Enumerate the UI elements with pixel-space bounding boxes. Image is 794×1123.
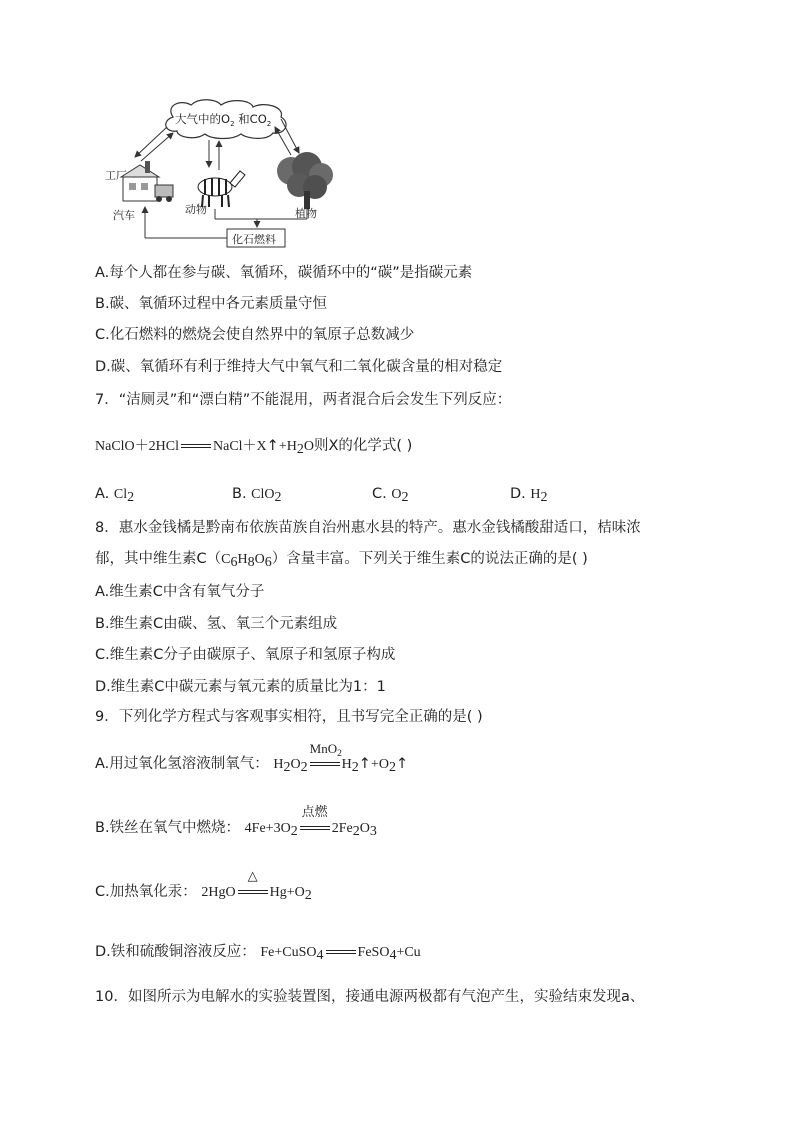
q7-equation: NaClO＋2HCl $NaCl+X↑+H_2O$则X的化学式( ) (95, 438, 413, 457)
q8-option-c: C.维生素C分子由碳原子、氧原子和氢原子构成 (95, 647, 396, 663)
q7-option-d: D. $H_2$ (510, 486, 548, 505)
q7-option-b: B. ClO$_2$ (232, 486, 282, 505)
q10-line1: 10．如图所示为电解水的实验装置图，接通电源两极都有气泡产生，实验结束发现a、 (95, 989, 645, 1005)
q8-line1: 8．惠水金钱橘是黔南布依族苗族自治州惠水县的特产。惠水金钱橘酸甜适口，桔味浓 (95, 520, 641, 536)
q8-option-b: B.维生素C由碳、氢、氧三个元素组成 (95, 616, 338, 632)
q6-option-d: D.碳、氧循环有利于维持大气中氧气和二氧化碳含量的相对稳定 (95, 359, 503, 375)
q7-eq-right: NaCl＋X (213, 439, 267, 454)
q9-option-c: C.加热氧化汞： 2HgO △ $Hg+O_2$ (95, 869, 312, 903)
q9-option-b: B.铁丝在氧气中燃烧： $4Fe+3O_2$ 点燃 $2Fe_2O_3$ (95, 805, 377, 839)
car-label: 汽车 (113, 209, 135, 222)
fossil-label: 化石燃料 (232, 233, 276, 246)
equals-sign-icon: 点燃 (300, 822, 330, 834)
plant-label: 植物 (295, 207, 317, 220)
q9-option-a: A.用过氧化氢溶液制氧气： $H_2O_2$ MnO$_2$ $H_2↑+O_2↑$ (95, 741, 409, 775)
carbon-oxygen-cycle-diagram (95, 95, 345, 255)
equals-sign-icon (238, 869, 268, 898)
equals-sign-icon: MnO$_2$ (310, 758, 340, 770)
q8-option-d: D.维生素C中碳元素与氧元素的质量比为1：1 (95, 679, 386, 695)
q9-stem: 9．下列化学方程式与客观事实相符，且书写完全正确的是( ) (95, 709, 483, 725)
animal-label: 动物 (185, 203, 207, 216)
q7-option-c: C. $O_2$ (372, 486, 409, 505)
q9-option-d: D.铁和硫酸铜溶液反应： Fe+CuSO$_4$ FeSO$_4$+Cu (95, 944, 421, 963)
zebra-icon (198, 171, 245, 207)
equals-sign-icon (326, 946, 356, 958)
q6-option-a: A.每个人都在参与碳、氧循环，碳循环中的“碳”是指碳元素 (95, 265, 473, 281)
tree-icon (277, 152, 333, 209)
q8-option-a: A.维生素C中含有氧气分子 (95, 584, 265, 600)
heat-triangle-icon: △ (247, 869, 258, 884)
q7-eq-tail: 则X的化学式( ) (313, 438, 413, 454)
q7-eq-left: NaClO＋2HCl (95, 439, 179, 454)
q7-stem: 7．“洁厕灵”和“漂白精”不能混用，两者混合后会发生下列反应： (95, 392, 512, 408)
equals-sign-icon (181, 440, 211, 452)
q8-line2: 郁，其中维生素$C(C_6H_8O_6)$含量丰富。下列关于维生素C的说法正确的是( ) (95, 551, 588, 570)
factory-car-icon (121, 161, 173, 202)
q6-option-c: C.化石燃料的燃烧会使自然界中的氧原子总数减少 (95, 327, 415, 343)
factory-label: 工厂 (105, 169, 127, 182)
gas-arrow-icon: ↑ (266, 438, 279, 454)
q6-option-b: B.碳、氧循环过程中各元素质量守恒 (95, 296, 328, 312)
cloud-label: 大气中的$O_2$ 和$CO_2$ (175, 112, 272, 128)
q7-option-a: A. $Cl_2$ (95, 486, 135, 505)
